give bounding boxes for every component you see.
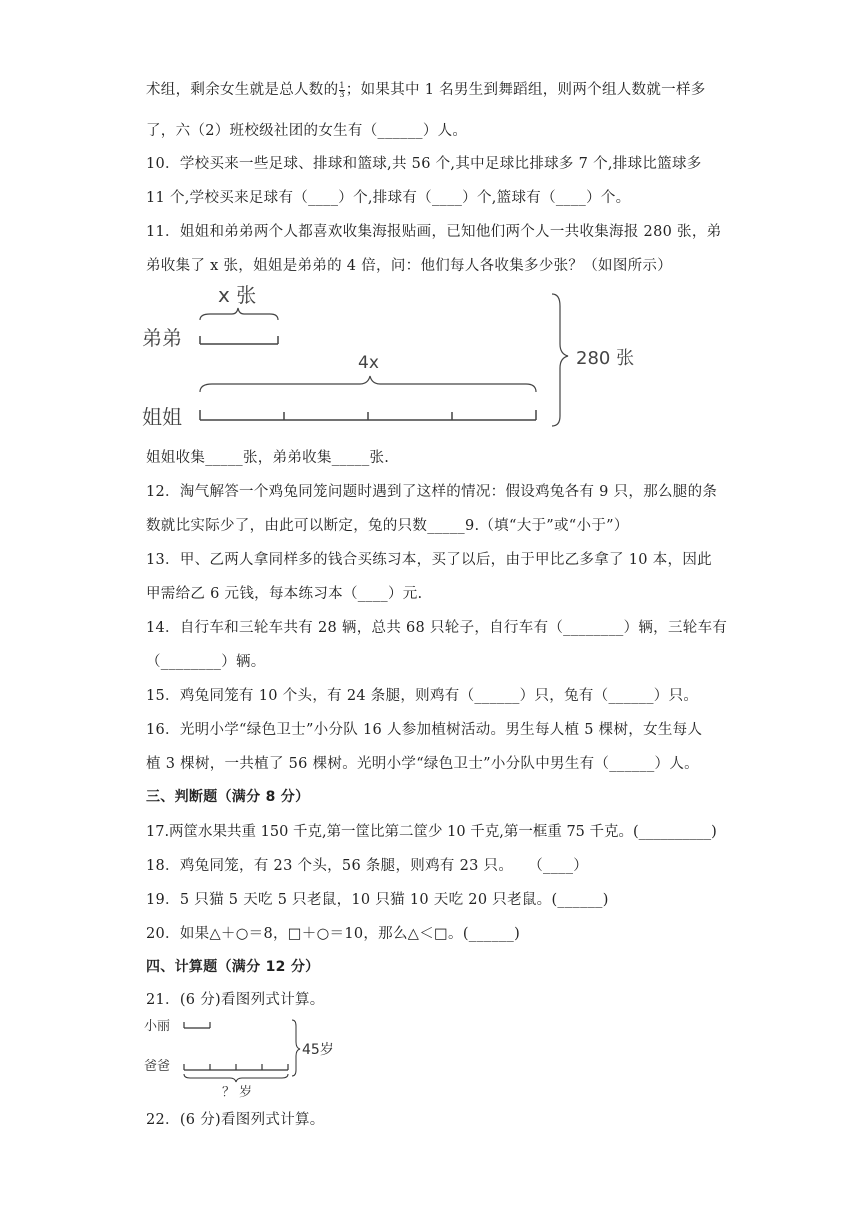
sister-amount-label: 4x (358, 353, 379, 373)
segment-diagram-posters (140, 280, 635, 432)
question-17: 17.两筐水果共重 150 千克,第一筐比第二筐少 10 千克,第一框重 75 千克。(__________) (146, 824, 717, 840)
xiaoli-label: 小丽 (144, 1019, 171, 1034)
question-19: 19．5 只猫 5 天吃 5 只老鼠，10 只猫 10 天吃 20 只老鼠。(______) (146, 892, 609, 908)
question-12-line-2: 数就比实际少了，由此可以断定，兔的只数_____9.（填“大于”或“小于”） (146, 518, 629, 534)
sister-label: 姐姐 (142, 405, 182, 429)
question-20: 20．如果△＋○＝8，□＋○＝10，那么△＜□。(______) (146, 926, 521, 942)
text-line-1b: ；如果其中 1 名男生到舞蹈组，则两个组人数就一样多 (345, 82, 706, 98)
unknown-age-label: ？ 岁 (222, 1085, 253, 1100)
question-10-line-2: 11 个,学校买来足球有（____）个,排球有（____）个,篮球有（____）个。 (146, 190, 631, 206)
text-line-1a: 术组，剩余女生就是总人数的 (146, 82, 339, 98)
question-16-line-2: 植 3 棵树，一共植了 56 棵树。光明小学“绿色卫士”小分队中男生有（______）人。 (146, 756, 699, 772)
total-age-brace (292, 1020, 300, 1076)
question-11-line-1: 11．姐姐和弟弟两个人都喜欢收集海报贴画，已知他们两个人一共收集海报 280 张，弟 (146, 224, 722, 240)
total-label: 280 张 (576, 348, 635, 369)
total-age-label: 45岁 (302, 1042, 334, 1058)
question-11-line-2: 弟收集了 x 张，姐姐是弟弟的 4 倍，问：他们每人各收集多少张？（如图所示） (146, 258, 673, 274)
question-12-line-1: 12．淘气解答一个鸡兔同笼问题时遇到了这样的情况：假设鸡兔各有 9 只，那么腿的条 (146, 484, 718, 500)
total-brace (552, 294, 568, 426)
brother-amount-label: x 张 (218, 283, 257, 307)
question-22: 22．(6 分)看图列式计算。 (146, 1112, 325, 1128)
segment-diagram-ages (140, 1012, 370, 1100)
section-3-heading: 三、判断题（满分 8 分） (146, 789, 310, 805)
brother-brace (200, 308, 278, 320)
question-13-line-1: 13．甲、乙两人拿同样多的钱合买练习本，买了以后，由于甲比乙多拿了 10 本，因此 (146, 552, 712, 568)
question-14-line-2: （________）辆。 (146, 654, 266, 670)
text-line-2: 了，六（2）班校级社团的女生有（______）人。 (146, 123, 468, 139)
question-15: 15．鸡兔同笼有 10 个头，有 24 条腿，则鸡有（______）只，兔有（______）只。 (146, 688, 699, 704)
question-18: 18．鸡兔同笼，有 23 个头，56 条腿，则鸡有 23 只。 （____） (146, 858, 589, 874)
brother-label: 弟弟 (142, 326, 182, 350)
question-11-answer-line: 姐姐收集_____张，弟弟收集_____张. (146, 450, 390, 466)
father-brace (184, 1074, 288, 1082)
question-16-line-1: 16．光明小学“绿色卫士”小分队 16 人参加植树活动。男生每人植 5 棵树，女生每人 (146, 722, 703, 738)
fraction-denominator: 3 (339, 89, 345, 99)
text-line-1 (146, 78, 706, 99)
section-4-heading: 四、计算题（满分 12 分） (146, 959, 320, 975)
sister-brace (200, 376, 536, 392)
fraction-numerator: 1 (339, 80, 345, 90)
fraction (339, 82, 344, 99)
father-label: 爸爸 (144, 1059, 171, 1074)
question-14-line-1: 14．自行车和三轮车共有 28 辆，总共 68 只轮子，自行车有（________）辆，三轮车有 (146, 620, 728, 636)
question-13-line-2: 甲需给乙 6 元钱，每本练习本（____）元. (146, 586, 423, 602)
question-21: 21．(6 分)看图列式计算。 (146, 992, 325, 1008)
question-10-line-1: 10．学校买来一些足球、排球和篮球,共 56 个,其中足球比排球多 7 个,排球比篮球多 (146, 156, 702, 172)
